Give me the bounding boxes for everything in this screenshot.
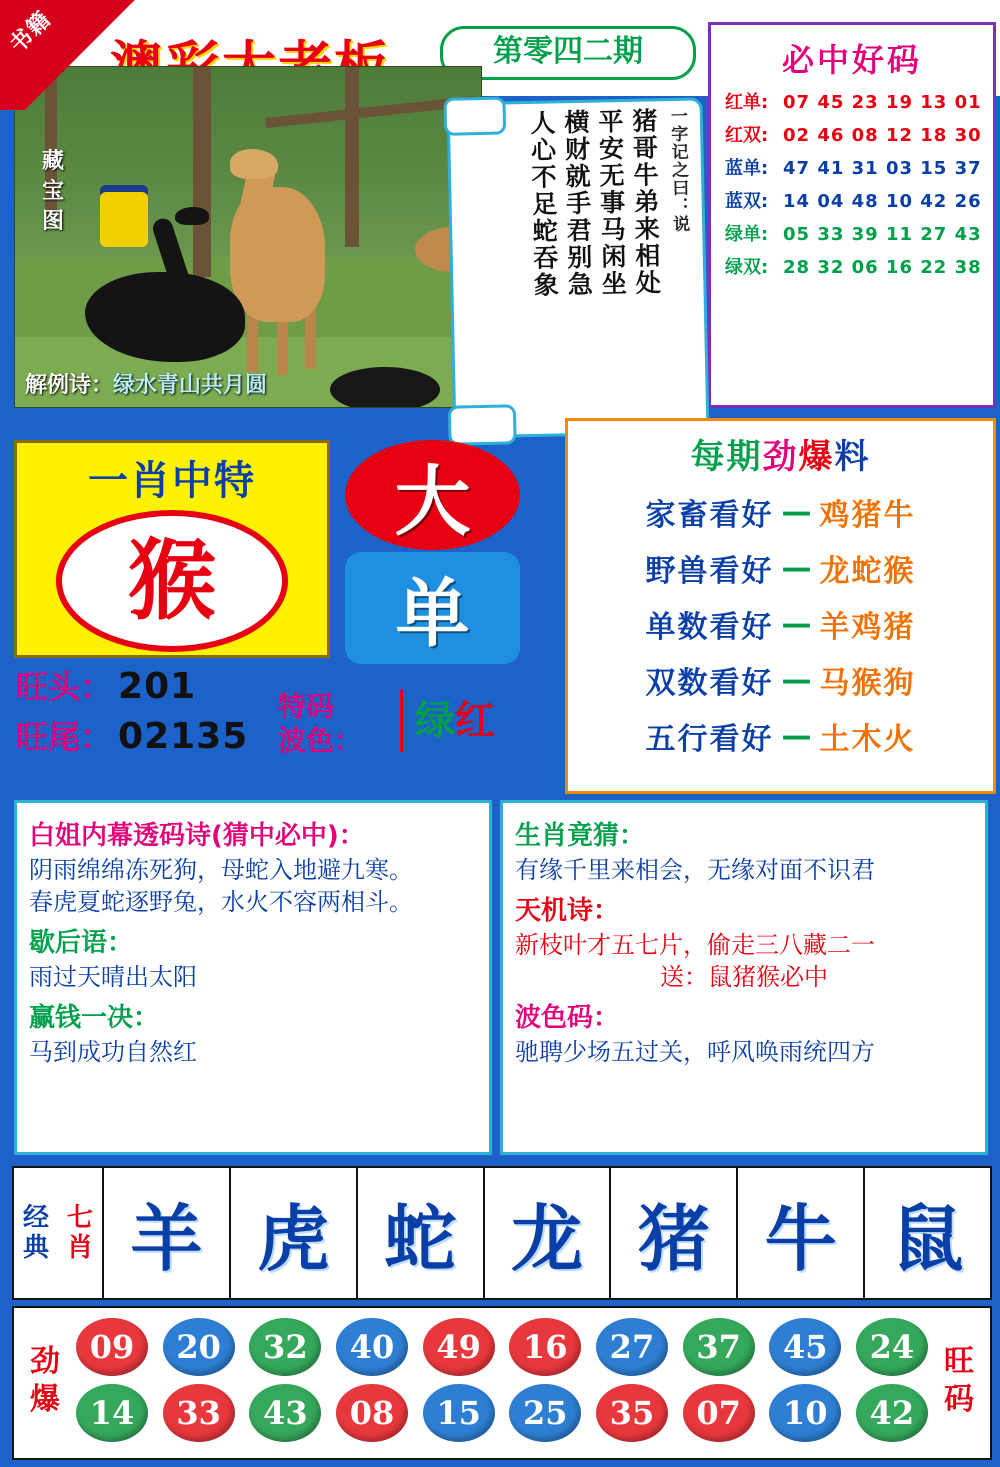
tree-trunk [193,67,211,277]
corner-ribbon [0,0,180,110]
ribbon-label: 书籍 [5,6,57,58]
code-numbers: 07 45 23 19 13 01 [783,92,982,113]
ball: 49 [423,1318,495,1376]
head-value: 201 [118,666,197,707]
ball: 27 [596,1318,668,1376]
left-heading-2-text: 歇后语： [29,928,134,958]
ball: 07 [683,1384,755,1442]
right-heading-3 [515,997,973,1034]
news-value: 土木火 [819,722,916,757]
yellow-bucket [100,192,148,247]
news-title-part-4: 料 [834,437,871,477]
tail-row [16,712,306,758]
tema-color-green: 绿 [415,698,455,744]
balls-right-char-1: 旺 [944,1344,974,1379]
tail-value: 02135 [118,716,249,757]
right-poem-line-2: 新枝叶才五七片，偷走三八藏二一 [515,931,875,959]
left-poem-panel [14,800,492,1155]
tema-color-value [400,690,551,752]
black-swan-second [330,367,440,408]
news-dash: — [781,718,812,754]
code-row [725,187,993,213]
code-numbers: 05 33 39 11 27 43 [783,224,982,245]
code-label: 红双: [725,125,769,146]
ball: 43 [249,1384,321,1442]
code-row [725,220,993,246]
ball: 14 [76,1384,148,1442]
ball: 08 [336,1384,408,1442]
left-poem-line-4: 马到成功自然红 [29,1038,197,1066]
hot-news-panel [565,418,996,794]
tema-label-line2: 波色： [278,724,363,757]
scroll-column-1: 猪哥牛弟来相处 [628,107,662,297]
code-row [725,121,993,147]
news-key: 单数看好 [645,610,774,645]
right-heading-3-text: 波色码： [515,1003,620,1033]
balls-left-char-1: 劲 [30,1344,60,1379]
balls-left-label [18,1314,72,1448]
news-key: 野兽看好 [645,554,774,589]
news-title-part-1: 每期 [690,437,763,477]
scroll-column-4: 人心不足蛇吞象 [526,109,560,299]
code-row [725,154,993,180]
right-heading-1 [515,815,973,852]
code-row [725,253,993,279]
ball: 10 [769,1384,841,1442]
seven-label-bottom: 七肖 [66,1203,93,1263]
ball: 20 [163,1318,235,1376]
seven-zodiac-cell: 鼠 [891,1197,964,1281]
caption-text: 绿水青山共月圆 [113,373,268,398]
tree-trunk [345,67,359,247]
tema-label-block [278,690,362,758]
zodiac-oval [56,510,288,652]
seven-zodiac-cell: 猪 [611,1168,738,1298]
balls-right-char-2: 码 [944,1382,974,1417]
left-poem-line-3: 雨过天晴出太阳 [29,963,197,991]
zodiac-animal: 猴 [127,529,216,632]
news-value: 龙蛇猴 [819,554,916,589]
news-row [568,546,993,590]
lucky-balls-panel [12,1306,992,1460]
news-title-part-3: 爆 [798,437,835,477]
tail-label: 旺尾： [16,718,113,756]
ball: 45 [769,1318,841,1376]
news-row [568,658,993,702]
big-badge [345,440,520,550]
news-row [568,490,993,534]
right-heading-1-text: 生肖竟猜： [515,821,646,851]
lucky-codes-panel [708,22,996,408]
balls-right-label [932,1314,986,1448]
code-row [725,88,993,114]
photo-caption [25,368,267,399]
hot-news-title [568,429,993,478]
ball: 42 [856,1384,928,1442]
head-tail-block [16,662,306,762]
one-zodiac-panel [14,440,330,658]
seven-zodiac-cell: 龙 [485,1168,612,1298]
ball-row-1 [76,1318,928,1380]
ball: 16 [509,1318,581,1376]
seven-zodiac-cell: 牛 [738,1168,865,1298]
code-numbers: 14 04 48 10 42 26 [783,191,982,212]
single-badge-label: 单 [395,571,470,657]
ball: 33 [163,1384,235,1442]
right-poem-panel [500,800,988,1155]
big-badge-label: 大 [394,456,471,546]
poem-scroll [447,97,710,438]
ball: 37 [683,1318,755,1376]
balls-left-char-2: 爆 [30,1382,60,1417]
news-dash: — [781,662,812,698]
seven-label-top: 经典 [22,1203,49,1263]
left-heading-1-text: 白姐内幕透码诗(猜中必中)： [29,821,365,851]
news-value: 鸡猪牛 [819,498,916,533]
code-label: 红单: [725,92,769,113]
seven-zodiac-cell: 羊 [104,1168,231,1298]
scroll-column-head: 一字记之曰：说 [666,106,690,234]
news-key: 家畜看好 [645,498,774,533]
ball: 25 [509,1384,581,1442]
lucky-codes-title: 必中好码 [781,41,922,79]
left-poem-line-1: 阴雨绵绵冻死狗，母蛇入地避九寒。 [29,856,413,884]
news-row [568,714,993,758]
treasure-map-label: 藏宝图 [41,149,64,234]
news-value: 马猴狗 [819,666,916,701]
right-poem-line-4: 驰聘少场五过关，呼风唤雨统四方 [515,1038,875,1066]
right-heading-2 [515,890,973,927]
scenery-photo [14,66,482,408]
code-label: 绿双: [725,257,769,278]
ball: 35 [596,1384,668,1442]
black-swan-head [175,207,209,225]
news-dash: — [781,550,812,586]
news-title-part-2: 劲 [762,437,799,477]
scroll-column-2: 平安无事马闲坐 [594,108,628,298]
news-key: 五行看好 [645,722,774,757]
ball: 15 [423,1384,495,1442]
caption-prefix: 解例诗： [25,373,114,398]
one-zodiac-title: 一肖中特 [88,458,256,504]
right-heading-2-text: 天机诗： [515,896,620,926]
ball: 32 [249,1318,321,1376]
code-numbers: 02 46 08 12 18 30 [783,125,982,146]
deer-head [230,149,278,179]
left-heading-3-text: 赢钱一决： [29,1003,160,1033]
news-value: 羊鸡猪 [819,610,916,645]
news-row [568,602,993,646]
ball: 40 [336,1318,408,1376]
scroll-column-3: 横财就手君别急 [560,108,594,299]
right-poem-line-3: 送：鼠猪猴必中 [660,963,828,991]
news-dash: — [781,606,812,642]
news-dash: — [781,494,812,530]
left-heading-3 [29,997,477,1034]
code-label: 蓝单: [725,158,769,179]
tema-color-red: 红 [455,698,495,744]
seven-zodiac-label [14,1168,104,1298]
code-numbers: 47 41 31 03 15 37 [783,158,982,179]
tema-label-line1: 特码 [278,690,335,723]
single-badge [345,552,520,664]
left-poem-line-2: 春虎夏蛇逐野兔，水火不容两相斗。 [29,888,413,916]
seven-zodiac-row [12,1166,992,1300]
seven-zodiac-cell: 蛇 [358,1168,485,1298]
right-poem-line-1: 有缘千里来相会，无缘对面不识君 [515,856,875,884]
ball: 24 [856,1318,928,1376]
code-label: 蓝双: [725,191,769,212]
seven-zodiac-cell: 虎 [231,1168,358,1298]
left-heading-1 [29,815,477,852]
code-numbers: 28 32 06 16 22 38 [783,257,982,278]
ball-row-2 [76,1384,928,1446]
scroll-text-area [458,107,699,430]
left-heading-2 [29,922,477,959]
head-label: 旺头： [16,668,113,706]
news-key: 双数看好 [645,666,774,701]
ball: 09 [76,1318,148,1376]
code-label: 绿单: [725,224,769,245]
head-row [16,662,306,708]
issue-badge: 第零四二期 [440,26,696,80]
